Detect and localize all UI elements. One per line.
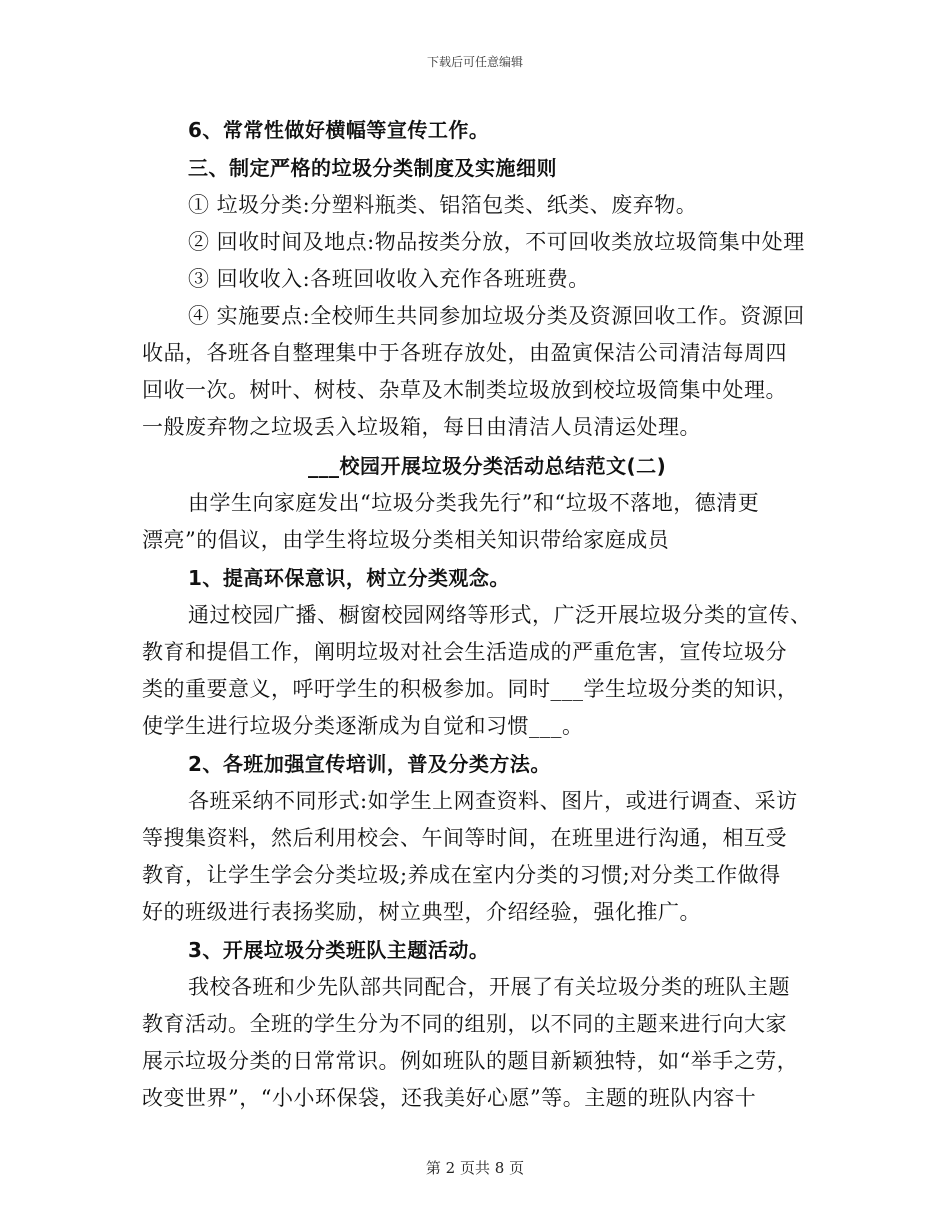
paragraph-line: 漂亮”的倡议，由学生将垃圾分类相关知识带给家庭成员 — [142, 528, 670, 552]
paragraph-line: 教育和提倡工作，阐明垃圾对社会生活造成的严重危害，宣传垃圾分 — [142, 640, 787, 664]
document-title: ___校园开展垃圾分类活动总结范文(二) — [308, 454, 667, 478]
paragraph-line: 各班采纳不同形式:如学生上网查资料、图片，或进行调查、采访 — [188, 789, 798, 813]
paragraph-line: ④ 实施要点:全校师生共同参加垃圾分类及资源回收工作。资源回 — [188, 304, 805, 328]
section-heading: 三、制定严格的垃圾分类制度及实施细则 — [188, 156, 557, 180]
paragraph-line: 展示垃圾分类的日常常识。例如班队的题目新颖独特，如“举手之劳， — [142, 1049, 799, 1073]
paragraph-line: 收品，各班各自整理集中于各班存放处，由盈寅保洁公司清洁每周四 — [142, 341, 787, 365]
item-heading: 1、提高环保意识，树立分类观念。 — [188, 566, 510, 590]
paragraph-line: 使学生进行垃圾分类逐渐成为自觉和习惯___。 — [142, 714, 584, 738]
item-heading: 6、常常性做好横幅等宣传工作。 — [188, 118, 490, 142]
paragraph-line: ③ 回收收入:各班回收收入充作各班班费。 — [188, 267, 590, 291]
paragraph-line: 回收一次。树叶、树枝、杂草及木制类垃圾放到校垃圾筒集中处理。 — [142, 378, 787, 402]
paragraph-line: 改变世界”，“小小环保袋，还我美好心愿”等。主题的班队内容十 — [142, 1086, 757, 1110]
paragraph-line: 类的重要意义，呼吁学生的积极参加。同时___学生垃圾分类的知识， — [142, 677, 799, 701]
paragraph-line: 教育活动。全班的学生分为不同的组别，以不同的主题来进行向大家 — [142, 1012, 787, 1036]
paragraph-line: ② 回收时间及地点:物品按类分放，不可回收类放垃圾筒集中处理 — [188, 230, 805, 254]
paragraph-line: ① 垃圾分类:分塑料瓶类、铝箔包类、纸类、废弃物。 — [188, 193, 698, 217]
page-footer: 第 2 页共 8 页 — [425, 1159, 525, 1177]
page-header: 下载后可任意编辑 — [426, 55, 523, 69]
paragraph-line: 通过校园广播、橱窗校园网络等形式，广泛开展垃圾分类的宣传、 — [188, 603, 812, 627]
paragraph-line: 好的班级进行表扬奖励，树立典型，介绍经验，强化推广。 — [142, 900, 701, 924]
item-heading: 3、开展垃圾分类班队主题活动。 — [188, 938, 490, 962]
paragraph-line: 教育，让学生学会分类垃圾;养成在室内分类的习惯;对分类工作做得 — [142, 863, 781, 887]
item-heading: 2、各班加强宣传培训，普及分类方法。 — [188, 752, 551, 776]
paragraph-line: 我校各班和少先队部共同配合，开展了有关垃圾分类的班队主题 — [188, 975, 790, 999]
paragraph-line: 由学生向家庭发出“垃圾分类我先行”和“垃圾不落地，德清更 — [188, 491, 760, 515]
paragraph-line: 一般废弃物之垃圾丢入垃圾箱，每日由清洁人员清运处理。 — [142, 415, 701, 439]
paragraph-line: 等搜集资料，然后利用校会、午间等时间，在班里进行沟通，相互受 — [142, 826, 787, 850]
